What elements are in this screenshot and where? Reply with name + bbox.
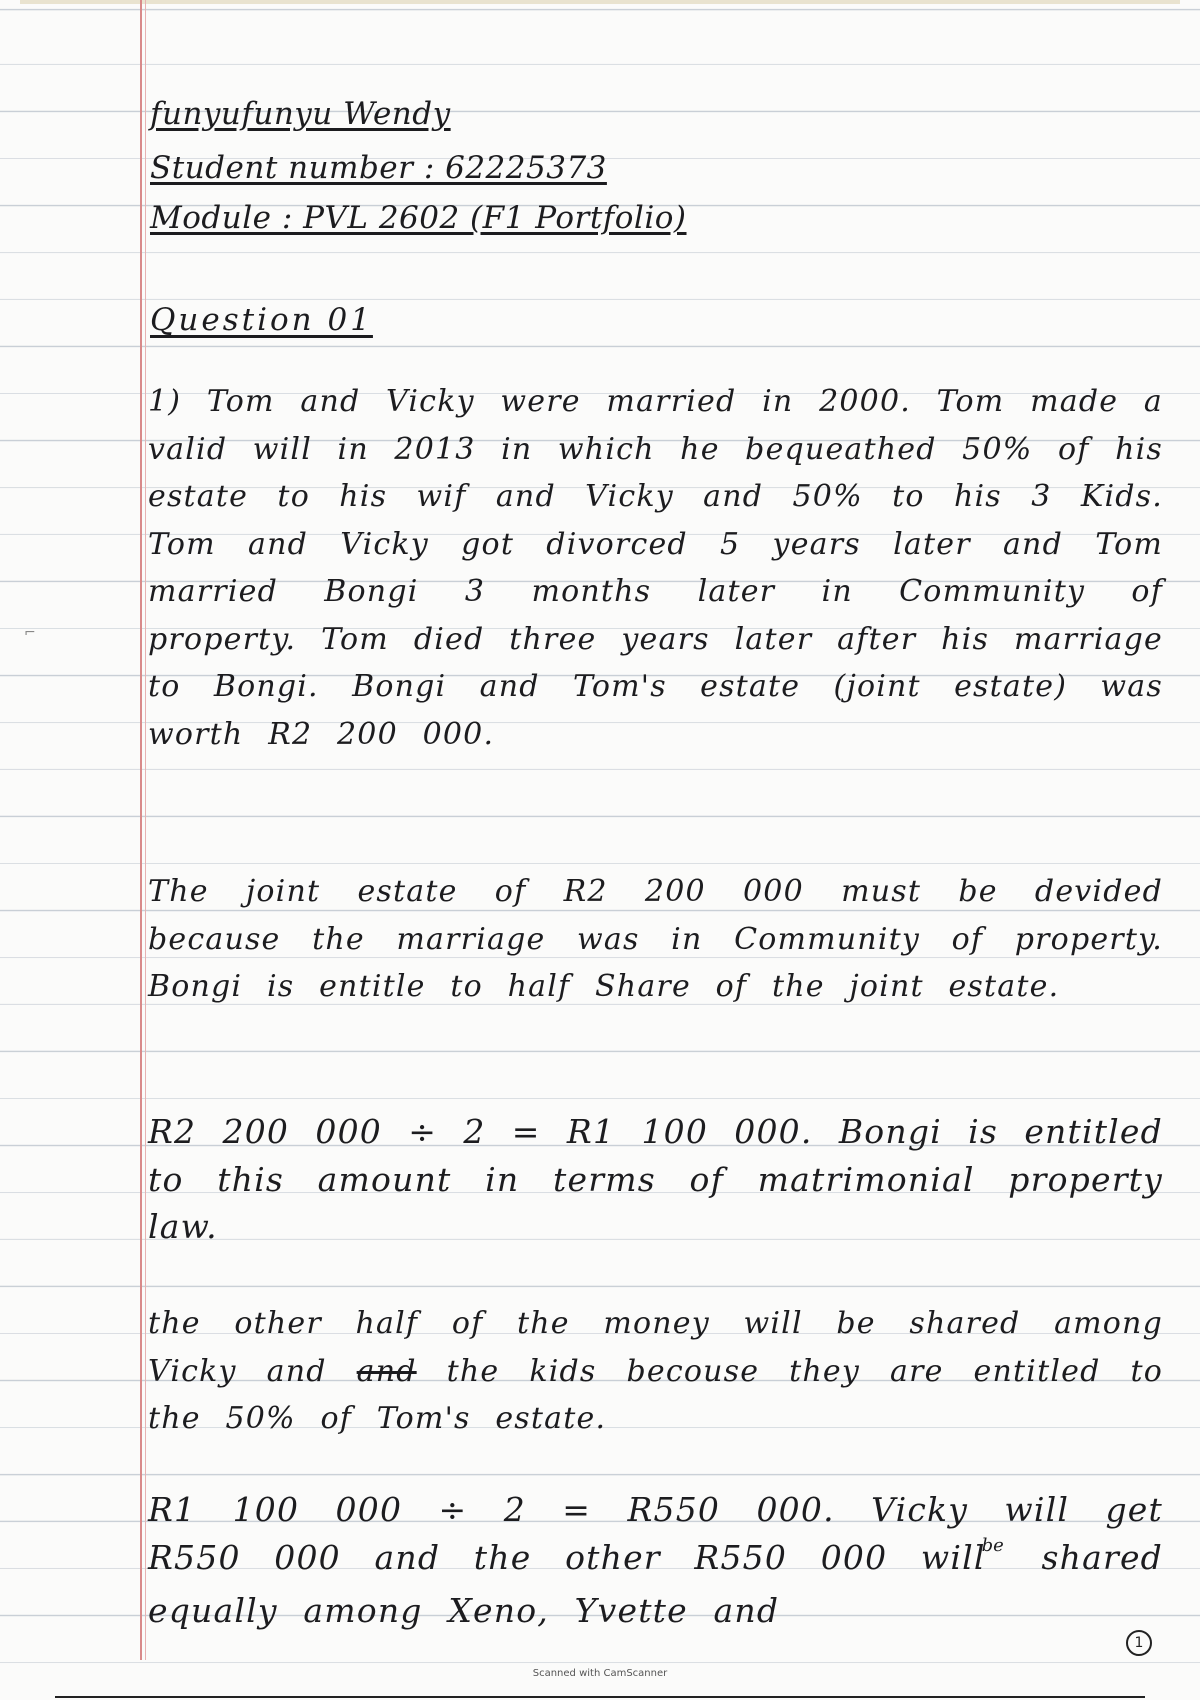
- scanner-watermark: Scanned with CamScanner: [532, 1668, 668, 1679]
- paragraph-quarter-end: shared equally among Xeno, Yvette and: [148, 1537, 1163, 1630]
- paragraph-other-half-end: the kids becouse they are entitled to the 50% of Tom's estate.: [148, 1353, 1163, 1436]
- student-number: Student number : 62225373: [150, 150, 607, 186]
- paragraph-calculation-half: R2 200 000 ÷ 2 = R1 100 000. Bongi is entitled to this amount in terms of matrimonial property law.: [148, 1112, 1163, 1246]
- margin-line-secondary: [145, 0, 146, 1660]
- paragraph-other-half: [148, 1300, 1163, 1443]
- margin-line: [140, 0, 142, 1660]
- pen-mark-icon: ⌐: [24, 625, 36, 641]
- paragraph-other-half-start: the other half of the money will be shared among Vicky and: [148, 1306, 1163, 1389]
- paragraph-quarter-start: R1 100 000 ÷ 2 = R550 000. Vicky will get R550 000 and the other R550 000 will: [148, 1490, 1163, 1577]
- page-number: 1: [1126, 1630, 1152, 1656]
- paragraph-facts: 1) Tom and Vicky were married in 2000. Tom made a valid will in 2013 in which he bequeathed 50% of his estate to his wif and Vicky and 50% to his 3 Kids. Tom and Vicky got divorced 5 years later and Tom married Bongi 3 months later in Community of property. Tom died three years later after his marriage to Bongi. Bongi and Tom's estate (joint estate) was worth R2 200 000.: [148, 384, 1163, 752]
- paragraph-joint-estate: The joint estate of R2 200 000 must be devided because the marriage was in Community of property. Bongi is entitle to half Share of the joint estate.: [148, 874, 1163, 1004]
- paragraph-calculation-quarter: [148, 1486, 1163, 1635]
- struck-word: and: [356, 1353, 417, 1389]
- top-edge: [20, 0, 1180, 4]
- inserted-word: be: [981, 1534, 1004, 1556]
- question-title: Question 01: [150, 302, 373, 338]
- student-name: funyufunyu Wendy: [150, 96, 451, 132]
- bottom-rule: [55, 1696, 1145, 1698]
- module-code: Module : PVL 2602 (F1 Portfolio): [150, 200, 687, 236]
